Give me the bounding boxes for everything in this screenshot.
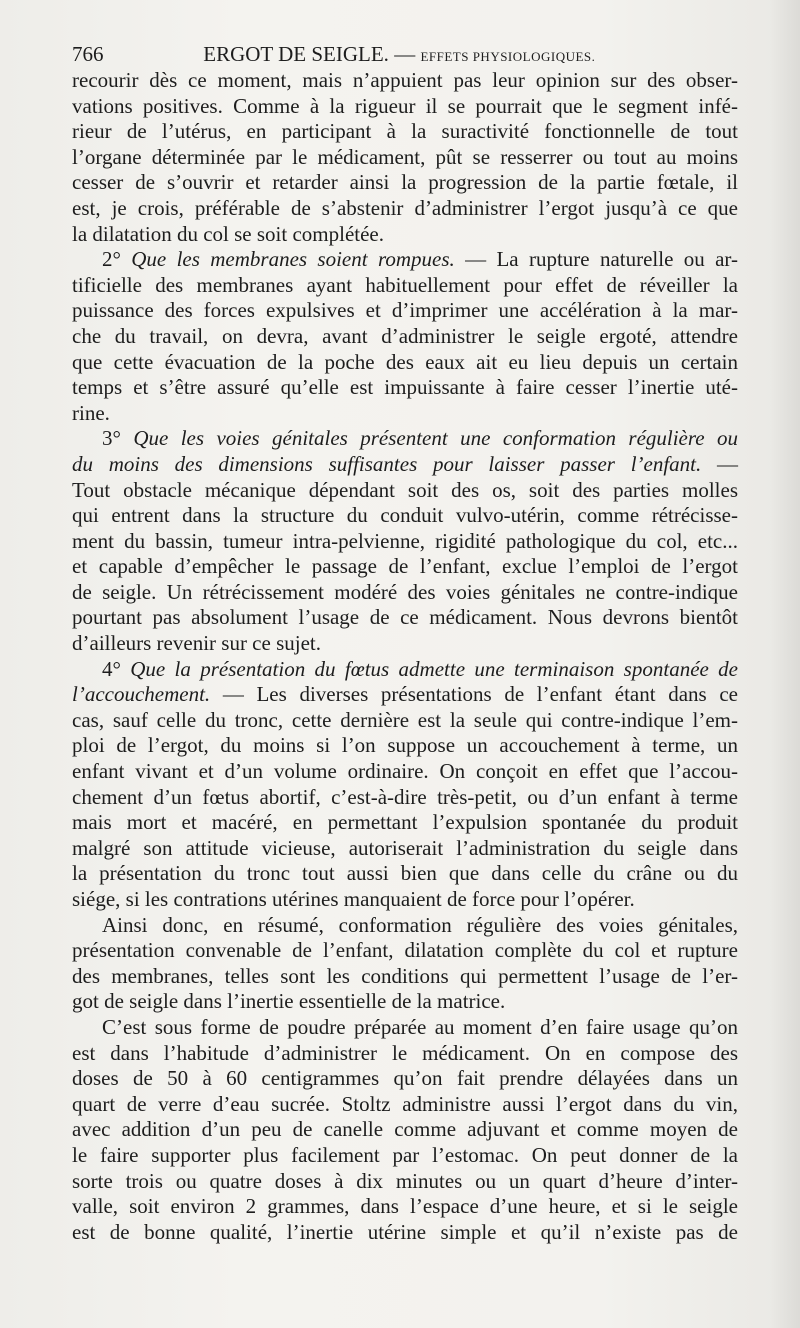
page-number: 766: [72, 42, 104, 66]
text-run: que cette évacuation de la poche des eaux ait eu lieu depuis un certain: [72, 349, 738, 374]
text-line: [72, 247, 738, 273]
text-run: de seigle. Un rétrécissement modéré des voies génitales ne contre-indique: [72, 579, 738, 604]
text-run: est dans l’habitude d’administrer le médicament. On en compose des: [72, 1040, 738, 1065]
text-line: [72, 145, 738, 171]
text-line: [72, 273, 738, 299]
text-run: ment du bassin, tumeur intra-pelvienne, rigidité pathologique du col, etc...: [72, 528, 738, 553]
text-run: l’organe déterminée par le médicament, pût se resserrer ou tout au moins: [72, 144, 738, 169]
text-run: et capable d’empêcher le passage de l’enfant, exclue l’emploi de l’ergot: [72, 554, 738, 579]
running-title: ERGOT DE SEIGLE.: [203, 42, 389, 66]
text-run: mais mort et macéré, en permettant l’expulsion spontanée du produit: [72, 810, 738, 835]
text-line: [72, 1041, 738, 1067]
italic-run: l’accouchement.: [72, 682, 211, 707]
text-line: [72, 759, 738, 785]
text-line: [72, 375, 738, 401]
text-line: [72, 68, 738, 94]
text-run: valle, soit environ 2 grammes, dans l’espace d’une heure, et si le seigle: [72, 1194, 738, 1219]
text-run: qui entrent dans la structure du conduit vulvo-utérin, comme rétrécisse-: [72, 503, 738, 528]
text-line: [72, 222, 738, 248]
text-line: [72, 554, 738, 580]
text-run: cas, sauf celle du tronc, cette dernière est la seule qui contre-indique l’em-: [72, 707, 738, 732]
text-run: pourtant pas absolument l’usage de ce médicament. Nous devrons bientôt: [72, 605, 738, 630]
text-line: [72, 1194, 738, 1220]
text-run: avec addition d’un peu de canelle comme adjuvant et comme moyen de: [72, 1117, 738, 1142]
text-run: chement d’un fœtus abortif, c’est-à-dire très-petit, ou d’un enfant à terme: [72, 784, 738, 809]
text-run: — La rupture naturelle ou ar-: [454, 247, 738, 272]
text-line: [72, 938, 738, 964]
text-line: [72, 350, 738, 376]
text-line: [72, 989, 738, 1015]
text-line: [72, 1066, 738, 1092]
text-line: [72, 94, 738, 120]
running-subtitle: EFFETS PHYSIOLOGIQUES.: [420, 49, 596, 64]
text-run: cesser de s’ouvrir et retarder ainsi la progression de la partie fœtale, il: [72, 170, 738, 195]
text-run: siége, si les contrations utérines manquaient de force pour l’opérer.: [72, 887, 635, 911]
text-line: [72, 785, 738, 811]
text-line: [72, 657, 738, 683]
body-text: [72, 68, 738, 1245]
text-line: [72, 170, 738, 196]
text-run: malgré son attitude vicieuse, autoriserait l’administration du seigle dans: [72, 835, 738, 860]
text-line: [72, 964, 738, 990]
text-line: [72, 810, 738, 836]
text-line: [72, 529, 738, 555]
text-line: [72, 605, 738, 631]
text-run: che du travail, on devra, avant d’administrer le seigle ergoté, attendre: [72, 323, 738, 348]
text-run: d’ailleurs revenir sur ce sujet.: [72, 631, 321, 656]
italic-run: du moins des dimensions suffisantes pour laisser passer l’enfant.: [72, 451, 702, 476]
text-run: 3°: [102, 426, 134, 451]
text-line: [72, 1169, 738, 1195]
running-header: [72, 42, 738, 69]
italic-run: Que la présentation du fœtus admette une terminaison spontanée de: [130, 656, 738, 681]
text-run: rieur de l’utérus, en participant à la suractivité fonctionnelle de tout: [72, 119, 738, 144]
text-line: [72, 119, 738, 145]
text-line: [72, 913, 738, 939]
text-line: [72, 1015, 738, 1041]
text-line: [72, 426, 738, 452]
text-line: [72, 1092, 738, 1118]
text-line: [72, 196, 738, 222]
text-run: des membranes, telles sont les conditions qui permettent l’usage de l’er-: [72, 963, 738, 988]
text-run: 4°: [102, 656, 131, 681]
text-run: temps et s’être assuré qu’elle est impuissante à faire cesser l’inertie uté-: [72, 375, 738, 400]
text-run: la dilatation du col se soit complétée.: [72, 221, 384, 246]
text-run: enfant vivant et d’un volume ordinaire. On conçoit en effet que l’accou-: [72, 759, 738, 784]
text-line: [72, 478, 738, 504]
text-run: sorte trois ou quatre doses à dix minutes ou un quart d’heure d’inter-: [72, 1168, 738, 1193]
text-line: [72, 1143, 738, 1169]
text-line: [72, 708, 738, 734]
text-run: 2°: [102, 247, 132, 272]
text-run: Ainsi donc, en résumé, conformation régulière des voies génitales,: [102, 912, 738, 937]
text-run: est, je crois, préférable de s’abstenir d’administrer l’ergot jusqu’à ce que: [72, 195, 738, 220]
text-run: présentation convenable de l’enfant, dilatation complète du col et rupture: [72, 938, 738, 963]
text-line: [72, 887, 738, 913]
text-line: [72, 861, 738, 887]
header-dash: —: [394, 42, 416, 66]
text-run: puissance des forces expulsives et d’imprimer une accélération à la mar-: [72, 298, 738, 323]
text-line: [72, 1220, 738, 1246]
italic-run: Que les membranes soient rompues.: [131, 247, 455, 272]
text-run: recourir dès ce moment, mais n’appuient pas leur opinion sur des obser-: [72, 68, 738, 92]
text-line: [72, 836, 738, 862]
text-run: —: [701, 451, 738, 476]
text-run: la présentation du tronc tout aussi bien que dans celle du crâne ou du: [72, 861, 738, 886]
text-run: vations positives. Comme à la rigueur il se pourrait que le segment infé-: [72, 93, 738, 118]
text-run: quart de verre d’eau sucrée. Stoltz administre aussi l’ergot dans du vin,: [72, 1091, 738, 1116]
text-run: — Les diverses présentations de l’enfant étant dans ce: [210, 682, 738, 707]
text-line: [72, 401, 738, 427]
text-run: doses de 50 à 60 centigrammes qu’on fait prendre délayées dans un: [72, 1066, 738, 1091]
text-run: Tout obstacle mécanique dépendant soit des os, soit des parties molles: [72, 477, 738, 502]
text-line: [72, 733, 738, 759]
text-run: got de seigle dans l’inertie essentielle de la matrice.: [72, 989, 506, 1014]
text-line: [72, 1117, 738, 1143]
text-run: rine.: [72, 400, 110, 425]
text-run: ploi de l’ergot, du moins si l’on suppose un accouchement à terme, un: [72, 733, 738, 758]
text-line: [72, 452, 738, 478]
text-run: le faire supporter plus facilement par l’estomac. On peut donner de la: [72, 1142, 738, 1167]
page-edge-shadow: [770, 0, 800, 1328]
text-run: tificielle des membranes ayant habituellement pour effet de réveiller la: [72, 272, 738, 297]
text-line: [72, 682, 738, 708]
italic-run: Que les voies génitales présentent une conformation régulière ou: [133, 426, 738, 451]
text-line: [72, 580, 738, 606]
text-line: [72, 298, 738, 324]
text-line: [72, 631, 738, 657]
text-line: [72, 503, 738, 529]
text-line: [72, 324, 738, 350]
text-run: C’est sous forme de poudre préparée au moment d’en faire usage qu’on: [102, 1014, 738, 1039]
text-run: est de bonne qualité, l’inertie utérine simple et qu’il n’existe pas de: [72, 1219, 738, 1244]
